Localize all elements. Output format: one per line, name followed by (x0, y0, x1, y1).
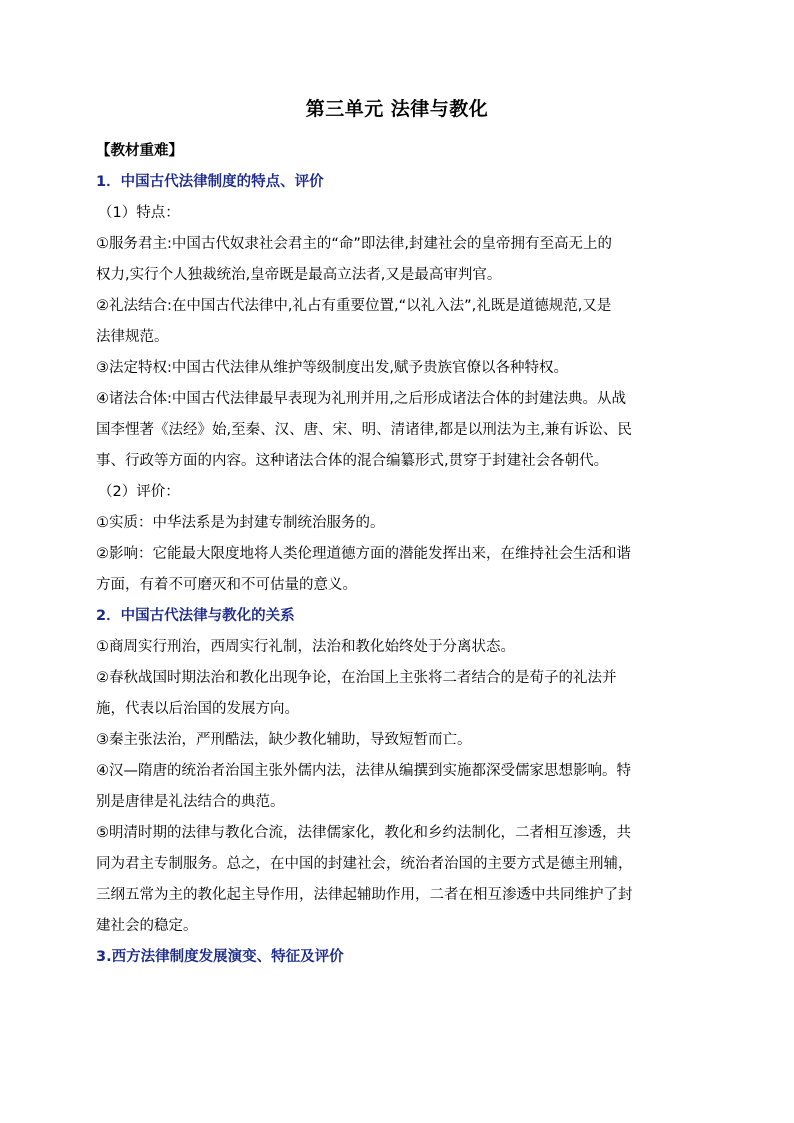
paragraph-line: ④诸法合体:中国古代法律最早表现为礼刑并用,之后形成诸法合体的封建法典。从战 (96, 391, 626, 407)
paragraph-line: 方面，有着不可磨灭和不可估量的意义。 (96, 577, 357, 593)
paragraph-line: ①服务君主:中国古代奴隶社会君主的“命”即法律,封建社会的皇帝拥有至高无上的 (96, 236, 613, 252)
paragraph-line: ③法定特权:中国古代法律从维护等级制度出发,赋予贵族官僚以各种特权。 (96, 360, 568, 376)
section-tag: 【教材重难】 (96, 143, 183, 159)
paragraph-line: ②春秋战国时期法治和教化出现争论，在治国上主张将二者结合的是荀子的礼法并 (96, 670, 617, 686)
paragraph-line: 三纲五常为主的教化起主导作用，法律起辅助作用，二者在相互渗透中共同维护了封 (96, 887, 633, 903)
heading-1: 1．中国古代法律制度的特点、评价 (96, 174, 324, 190)
document-body (96, 136, 702, 973)
paragraph-line: 事、行政等方面的内容。这种诸法合体的混合编纂形式,贯穿于封建社会各朝代。 (96, 453, 609, 469)
heading-3: 3.西方法律制度发展演变、特征及评价 (96, 949, 344, 965)
page-title: 第三单元 法律与教化 (305, 98, 489, 120)
paragraph-line: ④汉—隋唐的统治者治国主张外儒内法，法律从编撰到实施都深受儒家思想影响。特 (96, 763, 631, 779)
paragraph-line: ③秦主张法治，严刑酷法，缺少教化辅助，导致短暂而亡。 (96, 732, 472, 748)
paragraph-line: ②影响：它能最大限度地将人类伦理道德方面的潜能发挥出来，在维持社会生活和谐 (96, 546, 631, 562)
paragraph-line: 别是唐律是礼法结合的典范。 (96, 794, 285, 810)
paragraph-line: 施，代表以后治国的发展方向。 (96, 701, 299, 717)
paragraph-line: ①商周实行刑治，西周实行礼制，法治和教化始终处于分离状态。 (96, 639, 515, 655)
heading-2: 2．中国古代法律与教化的关系 (96, 608, 295, 624)
subheading-features: （1）特点： (98, 205, 180, 221)
subheading-evaluation: （2）评价： (98, 484, 180, 500)
paragraph-line: ②礼法结合:在中国古代法律中,礼占有重要位置,“以礼入法”,礼既是道德规范,又是 (96, 298, 612, 314)
paragraph-line: ①实质：中华法系是为封建专制统治服务的。 (96, 515, 385, 531)
paragraph-line: 建社会的稳定。 (96, 918, 198, 934)
paragraph-line: 法律规范。 (96, 329, 169, 345)
paragraph-line: 国李悝著《法经》始,至秦、汉、唐、宋、明、清诸律,都是以刑法为主,兼有诉讼、民 (96, 422, 632, 438)
paragraph-line: 权力,实行个人独裁统治,皇帝既是最高立法者,又是最高审判官。 (96, 267, 502, 283)
paragraph-line: ⑤明清时期的法律与教化合流，法律儒家化，教化和乡约法制化，二者相互渗透，共 (96, 825, 631, 841)
paragraph-line: 同为君主专制服务。总之，在中国的封建社会，统治者治国的主要方式是德主刑辅， (96, 856, 633, 872)
